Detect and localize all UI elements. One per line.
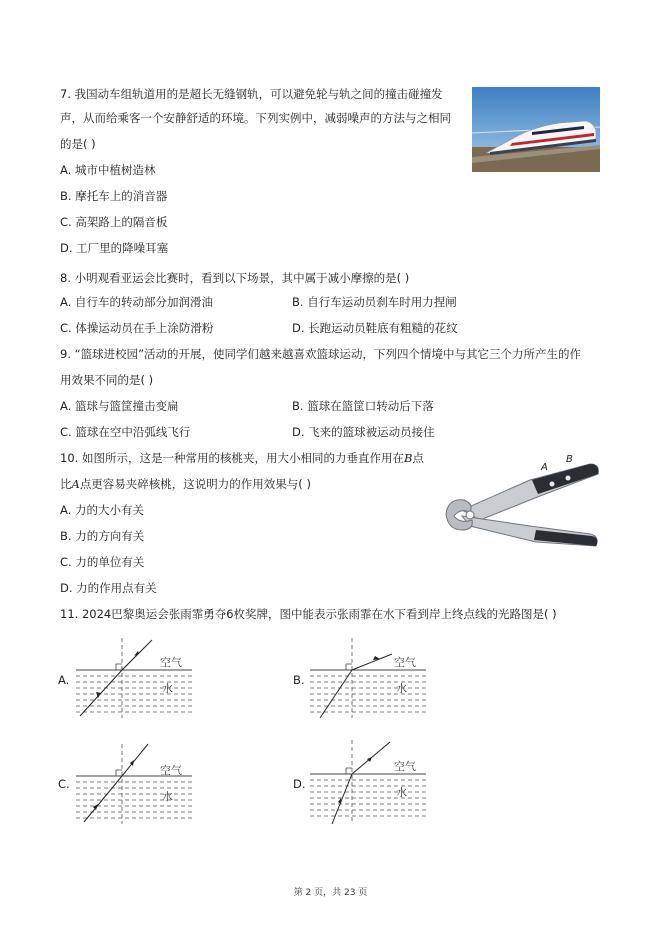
q7-option-c: C. 高架路上的隔音板 (60, 215, 168, 229)
q9-option-d: D. 飞来的篮球被运动员接住 (292, 425, 435, 439)
point-a-marker (550, 482, 555, 487)
q10-stem-line2-head: 比 (60, 477, 72, 491)
q9-stem-line2: 用效果不同的是( ) (60, 373, 154, 387)
q11-diagram-b-letter: B. (293, 673, 305, 687)
q11-c-air-label: 空气 (160, 764, 182, 777)
q11-c-water-label: 水 (162, 790, 173, 803)
q11-d-water-label: 水 (396, 786, 407, 799)
q9-stem-line1: 9. “篮球进校园”活动的开展，使同学们越来越喜欢篮球运动，下列四个情境中与其它三个力所产生的作 (60, 347, 582, 361)
figure-label-b: B (566, 454, 573, 465)
q7-option-a: A. 城市中植树造林 (60, 163, 156, 177)
high-speed-train-image (472, 87, 600, 172)
q11-a-water-label: 水 (162, 682, 173, 695)
q11-diagram-c (72, 742, 202, 828)
q8-option-a: A. 自行车的转动部分加润滑油 (60, 295, 213, 309)
figure-label-a: A (541, 462, 548, 473)
q10-point-b-label: B (403, 451, 413, 465)
q10-option-d: D. 力的作用点有关 (60, 581, 157, 595)
q10-option-a: A. 力的大小有关 (60, 503, 144, 517)
q7-option-b: B. 摩托车上的消音器 (60, 189, 168, 203)
q7-option-d: D. 工厂里的降噪耳塞 (60, 241, 169, 255)
q11-b-water-label: 水 (396, 682, 407, 695)
q7-stem-line1: 7. 我国动车组轨道用的是超长无缝钢轨，可以避免轮与轨之间的撞击碰撞发 (60, 87, 443, 101)
q11-diagram-a (72, 636, 202, 722)
q10-stem-line1 (60, 450, 424, 466)
q10-stem-line2 (60, 476, 311, 492)
q10-stem-line2-tail: 点更容易夹碎核桃，这说明力的作用效果与( ) (79, 477, 311, 491)
page-footer: 第 2 页，共 23 页 (293, 888, 368, 898)
q9-option-b: B. 篮球在篮筐口转动后下落 (292, 399, 434, 413)
q11-diagram-d (306, 738, 436, 828)
q8-option-d: D. 长跑运动员鞋底有粗糙的花纹 (292, 321, 458, 335)
q11-a-air-label: 空气 (160, 656, 182, 669)
q11-diagram-c-letter: C. (58, 777, 70, 791)
q7-stem-line3: 的是( ) (60, 137, 96, 151)
q9-option-c: C. 篮球在空中沿弧线飞行 (60, 425, 191, 439)
q11-diagram-d-letter: D. (293, 777, 306, 791)
q11-diagram-b (306, 636, 436, 722)
point-b-marker (566, 476, 571, 481)
nutcracker-figure (440, 450, 602, 558)
q8-option-b: B. 自行车运动员刹车时用力捏闸 (292, 295, 457, 309)
q7-stem-line2: 声，从而给乘客一个安静舒适的环境。下列实例中，减弱噪声的方法与之相同 (60, 111, 451, 125)
q11-d-air-label: 空气 (394, 760, 416, 773)
q10-option-c: C. 力的单位有关 (60, 555, 145, 569)
q10-stem-line1-tail: 点 (412, 451, 424, 465)
q10-option-b: B. 力的方向有关 (60, 529, 145, 543)
q10-stem-line1-text: 10. 如图所示，这是一种常用的核桃夹，用大小相同的力垂直作用在 (60, 451, 404, 465)
q10-point-a-label: A (71, 477, 80, 491)
q11-stem: 11. 2024巴黎奥运会张雨霏勇夺6枚奖牌，图中能表示张雨霏在水下看到岸上终点线的光路图是( ) (60, 607, 557, 621)
q11-diagram-a-letter: A. (58, 673, 70, 687)
q8-stem: 8. 小明观看亚运会比赛时，看到以下场景，其中属于减小摩擦的是( ) (60, 271, 410, 285)
q8-option-c: C. 体操运动员在手上涂防滑粉 (60, 321, 214, 335)
q9-option-a: A. 篮球与篮筐撞击变扁 (60, 399, 179, 413)
q11-b-air-label: 空气 (394, 656, 416, 669)
